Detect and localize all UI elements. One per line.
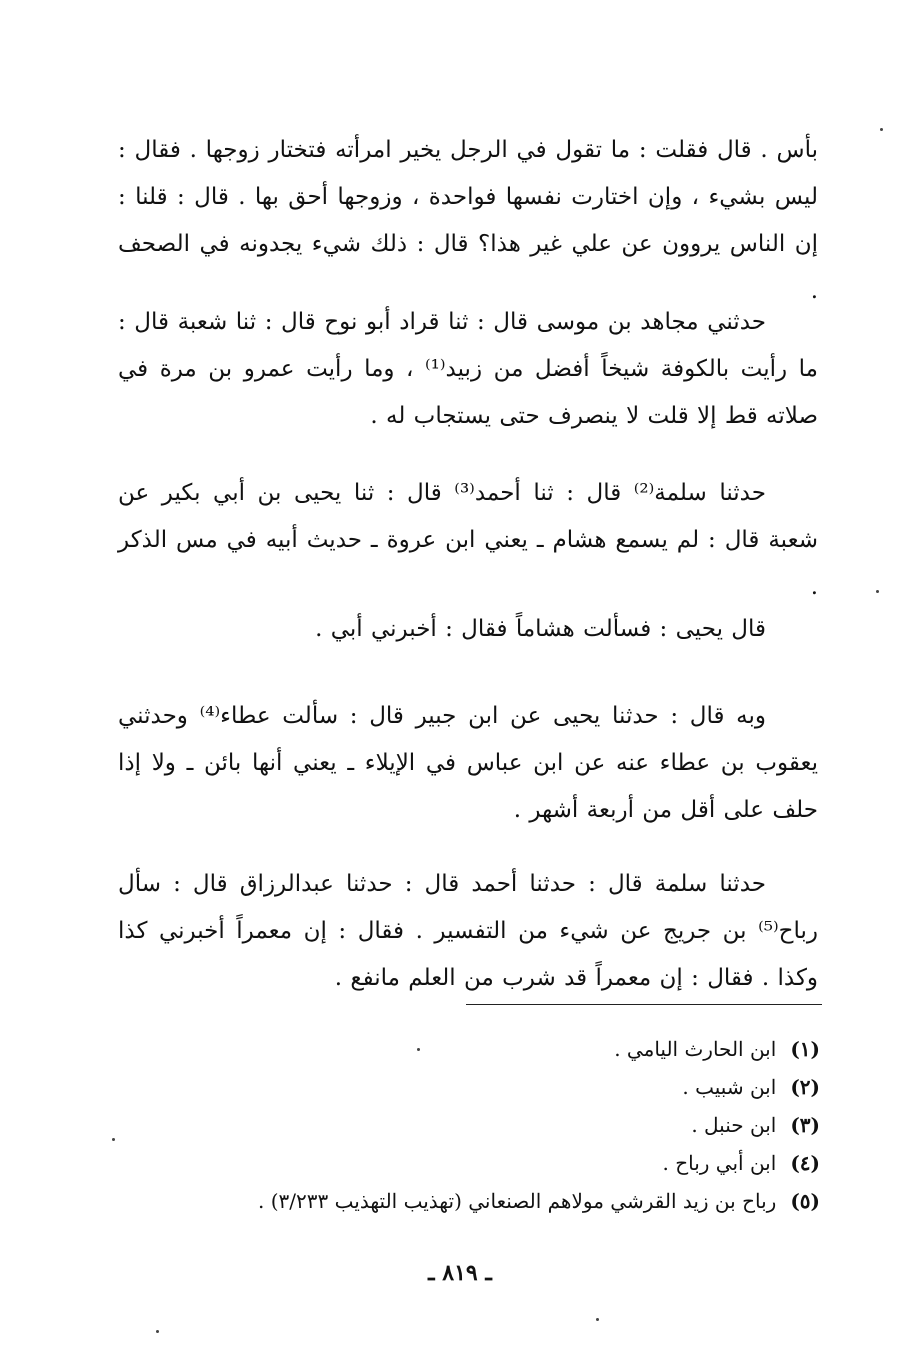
scan-speck — [112, 1138, 115, 1141]
footnote-number: (١) — [790, 1037, 820, 1061]
footnote-text: ابن الحارث اليامي . — [614, 1037, 777, 1061]
paragraph-2: حدثني مجاهد بن موسى قال : ثنا قراد أبو نوح قال : ثنا شعبة قال : ما رأيت بالكوفة شيخاً أفضل من زبيد⁽¹⁾ ، وما رأيت عمرو بن مرة في صلاته قط إلا قلت لا ينصرف حتى يستجاب له . — [118, 309, 818, 429]
footnote-item — [180, 1182, 820, 1220]
paragraph-3: حدثنا سلمة⁽²⁾ قال : ثنا أحمد⁽³⁾ قال : ثنا يحيى بن أبي بكير عن شعبة قال : لم يسمع هشام ـ يعني ابن عروة ـ حديث أبيه في مس الذكر . — [118, 480, 818, 600]
footnote-number: (٤) — [790, 1151, 820, 1175]
scan-speck — [876, 590, 879, 593]
footnote-number: (٥) — [790, 1189, 820, 1213]
footnote-text: ابن حنبل . — [691, 1113, 777, 1137]
paragraph-6: حدثنا سلمة قال : حدثنا أحمد قال : حدثنا عبدالرزاق قال : سأل رباح⁽⁵⁾ بن جريج عن شيء من التفسير . فقال : إن معمراً أخبرني كذا وكذا . فقال : إن معمراً قد شرب من العلم مانفع . — [118, 871, 818, 991]
scan-speck — [880, 128, 883, 131]
paragraph-5: وبه قال : حدثنا يحيى عن ابن جبير قال : سألت عطاء⁽⁴⁾ وحدثني يعقوب بن عطاء عنه عن ابن عباس في الإيلاء ـ يعني أنها بائن ـ ولا إذا حلف على أقل من أربعة أشهر . — [118, 703, 818, 823]
footnote-text: ابن أبي رباح . — [662, 1151, 777, 1175]
footnote-text: رباح بن زيد القرشي مولاهم الصنعاني (تهذيب التهذيب ٣/٢٣٣) . — [258, 1189, 777, 1213]
footnote-item — [180, 1068, 820, 1106]
scan-speck — [596, 1318, 599, 1321]
footnotes-list — [180, 1030, 820, 1220]
paragraph-4: قال يحيى : فسألت هشاماً فقال : أخبرني أبي . — [315, 616, 766, 642]
scan-speck — [156, 1330, 159, 1333]
footnote-number: (٢) — [790, 1075, 820, 1099]
footnote-item — [180, 1106, 820, 1144]
footnote-item — [180, 1030, 820, 1068]
page-number: ـ ٨١٩ ـ — [428, 1260, 492, 1286]
scan-speck — [417, 1048, 420, 1051]
footnote-separator — [466, 1004, 822, 1005]
footnote-number: (٣) — [790, 1113, 820, 1137]
footnote-text: ابن شبيب . — [682, 1075, 777, 1099]
footnote-item — [180, 1144, 820, 1182]
paragraph-1: بأس . قال فقلت : ما تقول في الرجل يخير امرأته فتختار زوجها . فقال : ليس بشيء ، وإن اختارت نفسها فواحدة ، وزوجها أحق بها . قال : قلنا : إن الناس يروون عن علي غير هذا؟ قال : ذلك شيء يجدونه في الصحف . — [118, 137, 818, 304]
